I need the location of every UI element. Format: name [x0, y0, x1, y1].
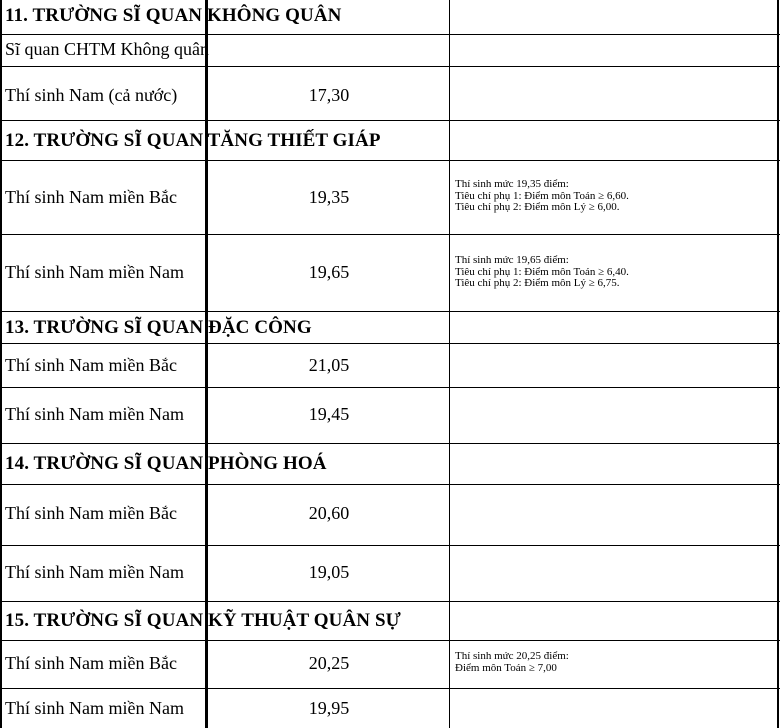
- cutoff-score: 19,95: [308, 698, 350, 718]
- note-line: Tiêu chí phụ 1: Điểm môn Toán ≥ 6,40.: [455, 265, 629, 278]
- section-title: 15. TRƯỜNG SĨ QUAN KỸ THUẬT QUÂN SỰ: [5, 610, 401, 631]
- cutoff-score: 20,25: [308, 653, 350, 673]
- column-divider: [777, 0, 779, 728]
- candidate-label: Thí sinh Nam (cả nước): [5, 85, 178, 105]
- cutoff-score: 19,05: [308, 562, 350, 582]
- row-divider: [0, 443, 780, 444]
- column-divider: [0, 0, 2, 728]
- row-divider: [0, 545, 780, 546]
- candidate-label: Thí sinh Nam miền Nam: [5, 262, 184, 282]
- note-line: Điểm môn Toán ≥ 7,00: [455, 661, 557, 674]
- row-divider: [0, 66, 780, 67]
- candidate-label: Thí sinh Nam miền Bắc: [5, 187, 177, 207]
- note-line: Tiêu chí phụ 2: Điểm môn Lý ≥ 6,75.: [455, 277, 620, 289]
- row-divider: [0, 688, 780, 689]
- cutoff-score: 21,05: [308, 355, 350, 375]
- row-divider: [0, 640, 780, 641]
- candidate-label: Thí sinh Nam miền Nam: [5, 698, 184, 718]
- row-divider: [0, 601, 780, 602]
- tiebreak-note: [455, 179, 629, 214]
- note-line: Thí sinh mức 19,65 điểm:: [455, 254, 569, 266]
- cutoff-score: 19,45: [308, 404, 350, 424]
- cutoff-score: 19,65: [308, 262, 350, 282]
- column-divider: [449, 0, 450, 728]
- row-divider: [0, 484, 780, 485]
- cutoff-score: 19,35: [308, 187, 350, 207]
- section-title: 11. TRƯỜNG SĨ QUAN KHÔNG QUÂN: [5, 5, 342, 26]
- candidate-label: Thí sinh Nam miền Bắc: [5, 355, 177, 375]
- row-divider: [0, 160, 780, 161]
- section-subtitle: Sĩ quan CHTM Không quân: [5, 39, 209, 59]
- section-title: 12. TRƯỜNG SĨ QUAN TĂNG THIẾT GIÁP: [5, 130, 381, 151]
- section-title: 14. TRƯỜNG SĨ QUAN PHÒNG HOÁ: [5, 453, 327, 474]
- candidate-label: Thí sinh Nam miền Bắc: [5, 653, 177, 673]
- row-divider: [0, 120, 780, 121]
- tiebreak-note: [455, 651, 569, 674]
- candidate-label: Thí sinh Nam miền Nam: [5, 562, 184, 582]
- note-line: Thí sinh mức 19,35 điểm:: [455, 178, 569, 190]
- section-title: 13. TRƯỜNG SĨ QUAN ĐẶC CÔNG: [5, 317, 312, 338]
- candidate-label: Thí sinh Nam miền Bắc: [5, 503, 177, 523]
- row-divider: [0, 387, 780, 388]
- note-line: Thí sinh mức 20,25 điểm:: [455, 650, 569, 662]
- row-divider: [0, 311, 780, 312]
- candidate-label: Thí sinh Nam miền Nam: [5, 404, 184, 424]
- row-divider: [0, 234, 780, 235]
- note-line: Tiêu chí phụ 1: Điểm môn Toán ≥ 6,60.: [455, 189, 629, 202]
- note-line: Tiêu chí phụ 2: Điểm môn Lý ≥ 6,00.: [455, 201, 620, 213]
- row-divider: [0, 34, 780, 35]
- row-divider: [0, 343, 780, 344]
- cutoff-score: 20,60: [308, 503, 350, 523]
- cutoff-score: 17,30: [308, 85, 350, 105]
- tiebreak-note: [455, 255, 629, 290]
